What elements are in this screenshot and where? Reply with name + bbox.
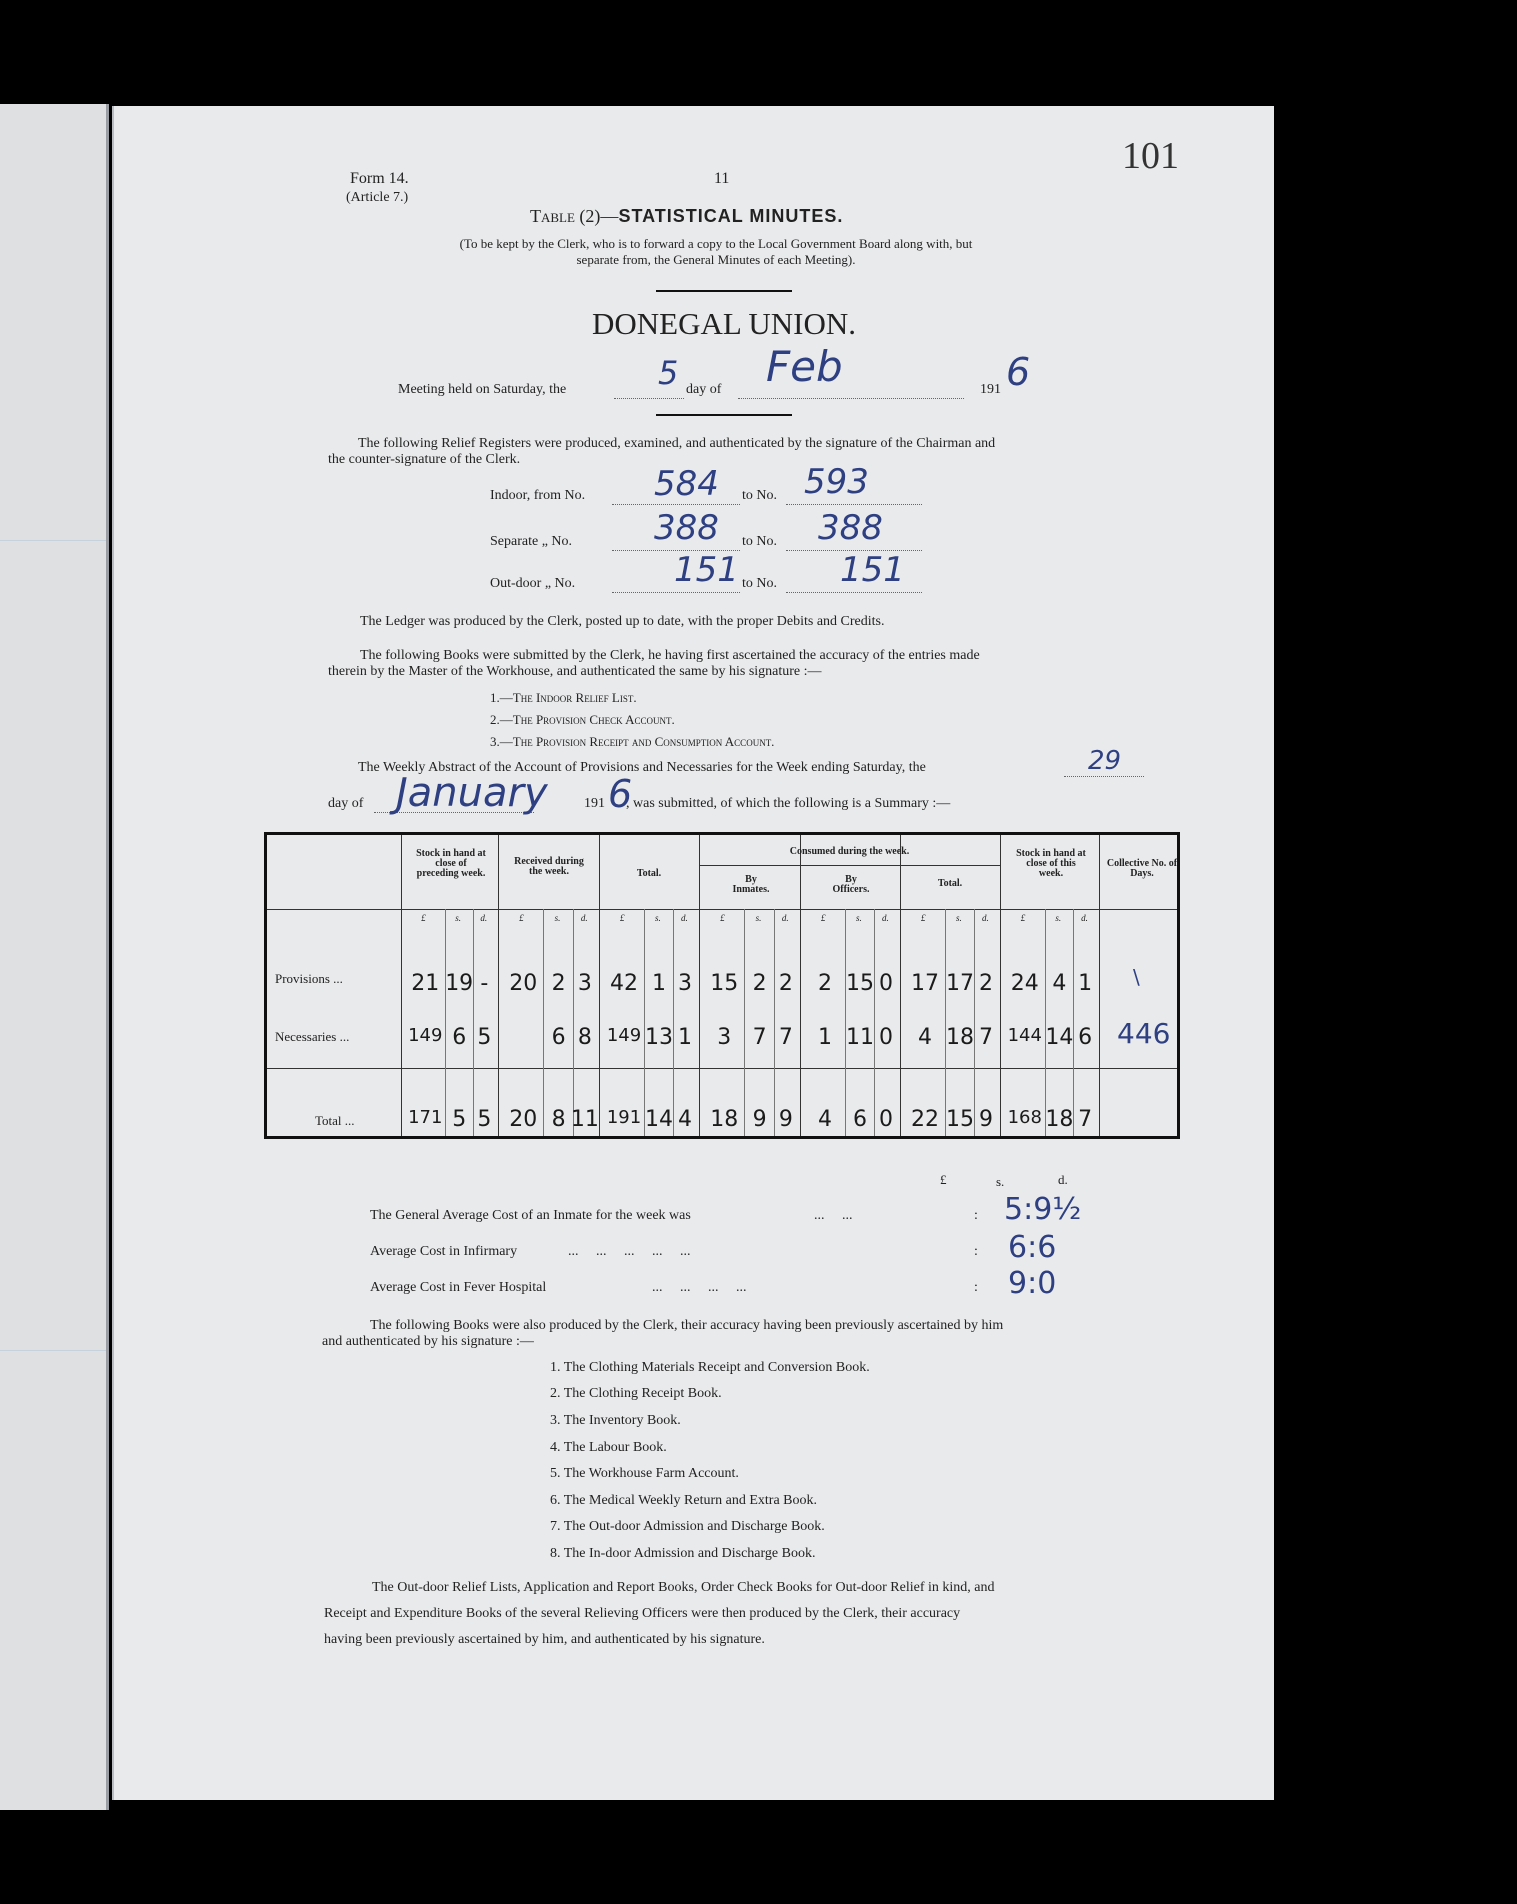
table-cell: 144 — [1007, 1025, 1042, 1046]
subcolumn-divider — [673, 909, 674, 1136]
header-by-inmates: By Inmates. — [732, 874, 770, 895]
collective-days-provisions: \ — [1133, 965, 1140, 989]
table-cell: 4 — [678, 1107, 692, 1132]
money-unit-label: d. — [982, 913, 989, 923]
register-indoor-from: 584 — [654, 464, 719, 504]
table-cell: 1 — [678, 1025, 692, 1050]
table-cell: 3 — [577, 971, 592, 996]
cost-general-label: The General Average Cost of an Inmate for the week was — [370, 1208, 691, 1223]
subcolumn-divider — [744, 909, 745, 1136]
table-cell: 7 — [1078, 1107, 1093, 1132]
meeting-year: 6 — [1006, 350, 1031, 394]
abstract-line-1: The Weekly Abstract of the Account of Provisions and Necessaries for the Week ending Saturday, the — [358, 760, 926, 775]
cost-infirmary-colon: : — [974, 1244, 978, 1259]
table-cell: 17 — [911, 971, 939, 996]
money-unit-label: s. — [655, 913, 661, 923]
subcolumn-divider — [945, 909, 946, 1136]
books-intro-1: The following Books were submitted by the Clerk, he having first ascertained the accuracy of the entries made — [360, 648, 980, 663]
subcolumn-divider — [774, 909, 775, 1136]
table-cell: - — [480, 971, 489, 996]
money-unit-label: s. — [455, 913, 461, 923]
also-book-2: 2. The Clothing Receipt Book. — [550, 1386, 722, 1401]
book-1: 1.—The Indoor Relief List. — [490, 690, 637, 705]
table-cell: 7 — [752, 1025, 767, 1050]
cost-unit-pound: £ — [940, 1172, 947, 1187]
summary-table — [264, 832, 1180, 1139]
table-cell: 6 — [551, 1025, 566, 1050]
table-cell: 4 — [1052, 971, 1067, 996]
table-cell: 9 — [979, 1107, 993, 1132]
money-unit-label: d. — [781, 913, 789, 923]
table-cell: 9 — [752, 1107, 767, 1132]
subcolumn-divider — [644, 909, 645, 1136]
table-title-main: STATISTICAL MINUTES. — [618, 206, 844, 226]
money-unit-label: £ — [1020, 913, 1026, 923]
table-cell: 3 — [678, 971, 692, 996]
also-book-5: 5. The Workhouse Farm Account. — [550, 1466, 739, 1481]
table-cell: 14 — [645, 1107, 673, 1132]
table-cell: 20 — [509, 971, 538, 996]
also-intro-1: The following Books were also produced by the Clerk, their accuracy having been previously ascertained by him — [370, 1318, 1004, 1333]
cost-general-value: 5:9½ — [1004, 1192, 1082, 1227]
table-cell: 2 — [818, 971, 832, 996]
year-prefix: 191 — [980, 382, 1001, 397]
table-cell: 8 — [577, 1025, 592, 1050]
subcolumn-divider — [845, 909, 846, 1136]
closing-line-1: The Out-door Relief Lists, Application and Report Books, Order Check Books for Out-door Relief in kind, and — [372, 1580, 995, 1595]
register-separate-to-label: to No. — [742, 534, 777, 549]
subcolumn-divider — [445, 909, 446, 1136]
money-unit-label: s. — [956, 913, 962, 923]
header-consumed: Consumed during the week. — [789, 846, 910, 857]
cost-fever-colon: : — [974, 1280, 978, 1295]
header-collective: Collective No. of Days. — [1106, 858, 1178, 879]
money-unit-label: d. — [480, 913, 488, 923]
register-outdoor-from: 151 — [674, 550, 739, 590]
table-cell: 15 — [846, 971, 874, 996]
header-received: Received during the week. — [514, 856, 584, 877]
table-cell: 7 — [778, 1025, 793, 1050]
table-cell: 1 — [818, 1025, 832, 1050]
abstract-year-prefix: 191 — [584, 796, 605, 811]
header-stock-close: Stock in hand at close of this week. — [1016, 848, 1086, 879]
row-label-necessaries: Necessaries ... — [275, 1029, 350, 1044]
register-outdoor-to: 151 — [840, 550, 905, 590]
table-cell: 22 — [911, 1107, 939, 1132]
printed-page-number: 11 — [714, 170, 730, 187]
books-intro-2: therein by the Master of the Workhouse, and authenticated the same by his signature :— — [328, 664, 822, 679]
registers-intro-1: The following Relief Registers were produced, examined, and authenticated by the signature of the Chairman and — [358, 436, 996, 451]
table-cell: 9 — [778, 1107, 793, 1132]
table-cell: 18 — [1045, 1107, 1074, 1132]
meeting-label: Meeting held on Saturday, the — [398, 382, 567, 397]
table-cell: 7 — [979, 1025, 993, 1050]
abstract-year: 6 — [608, 772, 633, 816]
stamped-page-number: 101 — [1122, 135, 1179, 177]
money-unit-label: £ — [421, 913, 426, 923]
register-separate-to: 388 — [818, 508, 883, 548]
table-cell: 6 — [1078, 1025, 1093, 1050]
table-cell: 1 — [652, 971, 666, 996]
subcolumn-divider — [573, 909, 574, 1136]
table-cell: 17 — [946, 971, 974, 996]
cost-infirmary-dots: ... ... ... ... ... — [568, 1244, 691, 1259]
money-unit-label: s. — [1055, 913, 1062, 923]
also-book-4: 4. The Labour Book. — [550, 1440, 667, 1455]
meeting-month: Feb — [766, 342, 843, 391]
money-unit-label: d. — [580, 913, 588, 923]
register-indoor-to: 593 — [804, 462, 869, 502]
table-cell: 4 — [818, 1107, 832, 1132]
left-page — [0, 104, 109, 1810]
abstract-month: January — [396, 770, 548, 816]
table-cell: 14 — [1045, 1025, 1074, 1050]
collective-days-necessaries: 446 — [1117, 1017, 1171, 1050]
table-cell: 18 — [710, 1107, 739, 1132]
money-unit-label: £ — [519, 913, 524, 923]
table-cell: 15 — [946, 1107, 974, 1132]
header-stock-prev: Stock in hand at close of preceding week. — [416, 848, 486, 879]
also-intro-2: and authenticated by his signature :— — [322, 1334, 534, 1349]
table-cell: 171 — [408, 1107, 443, 1128]
cost-fever-label: Average Cost in Fever Hospital — [370, 1280, 547, 1295]
table-cell: 11 — [570, 1107, 599, 1132]
table-cell: 19 — [445, 971, 474, 996]
title-rule-top — [656, 290, 792, 292]
row-label-total: Total ... — [315, 1113, 355, 1128]
table-cell: 13 — [645, 1025, 673, 1050]
money-unit-label: s. — [755, 913, 762, 923]
money-unit-label: £ — [821, 913, 826, 923]
also-book-1: 1. The Clothing Materials Receipt and Conversion Book. — [550, 1360, 870, 1375]
instruction-line-2: separate from, the General Minutes of each Meeting). — [576, 252, 856, 267]
table-cell: 3 — [717, 1025, 732, 1050]
table-cell: 0 — [879, 971, 893, 996]
subcolumn-divider — [543, 909, 544, 1136]
subcolumn-divider — [874, 909, 875, 1136]
article-ref: (Article 7.) — [346, 190, 409, 205]
table-cell: 11 — [846, 1025, 874, 1050]
instruction-line-1: (To be kept by the Clerk, who is to forward a copy to the Local Government Board along with, but — [459, 236, 973, 251]
table-cell: 15 — [710, 971, 739, 996]
closing-line-2: Receipt and Expenditure Books of the several Relieving Officers were then produced by the Clerk, their accuracy — [324, 1606, 961, 1621]
money-unit-label: d. — [681, 913, 688, 923]
register-separate-label: Separate „ No. — [490, 534, 573, 549]
title-rule-bottom — [656, 414, 792, 416]
register-outdoor-to-label: to No. — [742, 576, 777, 591]
table-cell: 18 — [946, 1025, 974, 1050]
subcolumn-divider — [1073, 909, 1074, 1136]
book-3: 3.—The Provision Receipt and Consumption Account. — [490, 734, 775, 749]
row-label-provisions: Provisions ... — [275, 971, 343, 986]
cost-unit-pence: d. — [1058, 1172, 1068, 1187]
ledger-statement: The Ledger was produced by the Clerk, posted up to date, with the proper Debits and Credits. — [360, 614, 885, 629]
table-cell: 2 — [979, 971, 993, 996]
table-title — [530, 206, 843, 227]
cost-fever-value: 9:0 — [1008, 1266, 1057, 1301]
table-cell: 191 — [606, 1107, 642, 1128]
table-cell: 4 — [918, 1025, 932, 1050]
money-unit-label: s. — [856, 913, 862, 923]
registers-intro-2: the counter-signature of the Clerk. — [328, 452, 521, 467]
table-cell: 42 — [610, 971, 638, 996]
also-book-6: 6. The Medical Weekly Return and Extra Book. — [550, 1493, 818, 1508]
abstract-day-of: day of — [328, 796, 364, 811]
money-unit-label: d. — [882, 913, 889, 923]
closing-line-3: having been previously ascertained by him, and authenticated by his signature. — [324, 1632, 765, 1647]
money-unit-label: £ — [720, 913, 725, 923]
table-cell: 0 — [879, 1025, 893, 1050]
cost-unit-shilling: s. — [996, 1174, 1005, 1189]
table-cell: 24 — [1010, 971, 1039, 996]
also-book-7: 7. The Out-door Admission and Discharge Book. — [550, 1519, 825, 1534]
table-cell: 0 — [879, 1107, 893, 1132]
table-cell: 5 — [477, 1025, 492, 1050]
also-book-3: 3. The Inventory Book. — [550, 1413, 681, 1428]
table-cell: 20 — [509, 1107, 538, 1132]
register-outdoor-label: Out-door „ No. — [490, 576, 576, 591]
money-unit-label: £ — [921, 913, 926, 923]
register-indoor-label: Indoor, from No. — [490, 488, 586, 503]
union-name: DONEGAL UNION. — [591, 306, 857, 341]
table-cell: 5 — [477, 1107, 492, 1132]
cost-fever-dots: ... ... ... ... — [652, 1280, 747, 1295]
table-cell: 8 — [551, 1107, 566, 1132]
table-cell: 2 — [551, 971, 566, 996]
subcolumn-divider — [1045, 909, 1046, 1136]
table-cell: 6 — [853, 1107, 867, 1132]
subcolumn-divider — [473, 909, 474, 1136]
table-cell: 6 — [452, 1025, 467, 1050]
money-unit-label: d. — [1081, 913, 1088, 923]
header-by-officers: By Officers. — [832, 874, 870, 895]
table-cell: 1 — [1078, 971, 1093, 996]
cost-general-colon: : — [974, 1208, 978, 1223]
money-unit-label: £ — [620, 913, 625, 923]
form-number: Form 14. — [350, 170, 409, 187]
table-cell: 2 — [778, 971, 793, 996]
also-book-8: 8. The In-door Admission and Discharge Book. — [550, 1546, 816, 1561]
table-title-prefix: Table (2)— — [530, 206, 619, 226]
table-cell: 149 — [408, 1025, 443, 1046]
cost-infirmary-value: 6:6 — [1008, 1230, 1057, 1265]
table-cell: 2 — [752, 971, 767, 996]
register-separate-from: 388 — [654, 508, 719, 548]
abstract-suffix: , was submitted, of which the following is a Summary :— — [626, 796, 951, 811]
meeting-day: 5 — [658, 354, 679, 392]
cost-infirmary-label: Average Cost in Infirmary — [370, 1244, 518, 1259]
register-indoor-to-label: to No. — [742, 488, 777, 503]
book-2: 2.—The Provision Check Account. — [490, 712, 675, 727]
header-consumed-total: Total. — [937, 878, 963, 889]
day-of-label: day of — [686, 382, 722, 397]
abstract-day: 29 — [1088, 746, 1122, 776]
table-cell: 5 — [452, 1107, 467, 1132]
table-cell: 168 — [1007, 1107, 1042, 1128]
header-total: Total. — [636, 868, 662, 879]
subcolumn-divider — [974, 909, 975, 1136]
table-cell: 21 — [411, 971, 440, 996]
cost-general-dots: ... ... — [814, 1208, 853, 1223]
money-unit-label: s. — [554, 913, 561, 923]
table-cell: 149 — [606, 1025, 642, 1046]
